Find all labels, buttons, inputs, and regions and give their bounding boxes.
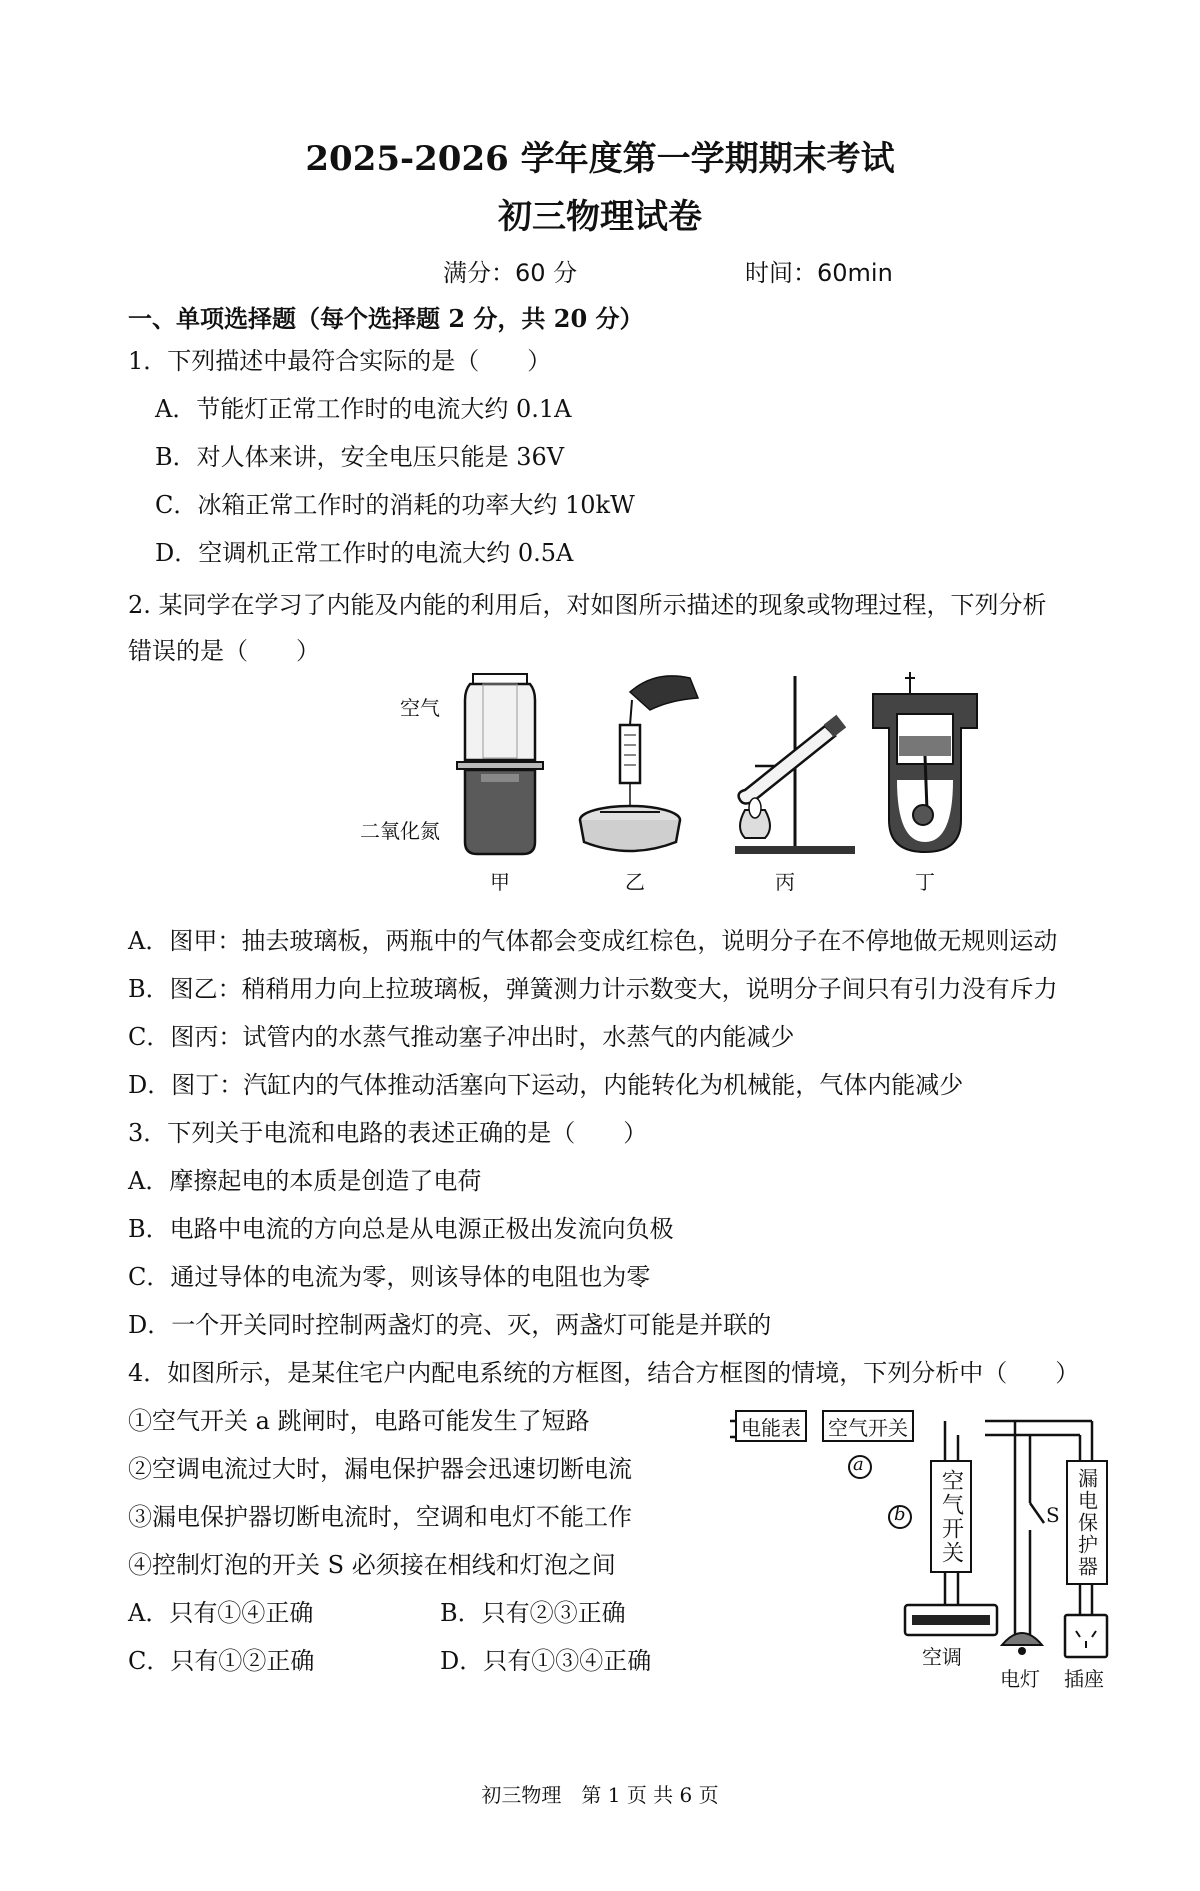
q2-option-a: A．图甲：抽去玻璃板，两瓶中的气体都会变成红棕色，说明分子在不停地做无规则运动: [128, 927, 1058, 955]
q4-option-d: D．只有①③④正确: [440, 1647, 652, 1675]
page-footer: 初三物理 第 1 页 共 6 页: [481, 1783, 719, 1807]
q1-option-c: C．冰箱正常工作时的消耗的功率大约 10kW: [155, 491, 635, 519]
caption-bing: 丙: [775, 870, 795, 894]
engine-cylinder-image: [865, 670, 985, 860]
caption-yi: 乙: [625, 870, 645, 894]
q1-option-b: B．对人体来讲，安全电压只能是 36V: [155, 443, 565, 471]
section-heading: 一、单项选择题（每个选择题 2 分，共 20 分）: [128, 304, 644, 333]
q4-stem: 4．如图所示，是某住宅户内配电系统的方框图，结合方框图的情境，下列分析中（ ）: [128, 1359, 1080, 1387]
q3-option-a: A．摩擦起电的本质是创造了电荷: [128, 1167, 482, 1195]
exam-time: 时间：60min: [745, 259, 893, 287]
test-tube-image: [715, 670, 865, 860]
q4-option-b: B．只有②③正确: [440, 1599, 626, 1627]
rcd-box: 漏电保护器: [1066, 1460, 1108, 1585]
q2-option-d: D．图丁：汽缸内的气体推动活塞向下运动，内能转化为机械能，气体内能减少: [128, 1071, 964, 1099]
label-a: a: [853, 1454, 864, 1475]
q2-option-b: B．图乙：稍稍用力向上拉玻璃板，弹簧测力计示数变大，说明分子间只有引力没有斥力: [128, 975, 1058, 1003]
q3-option-c: C．通过导体的电流为零，则该导体的电阻也为零: [128, 1263, 651, 1291]
q4-diagram: [730, 1405, 1140, 1705]
q4-option-c: C．只有①②正确: [128, 1647, 315, 1675]
lamp-label: 电灯: [1000, 1667, 1040, 1691]
caption-jia: 甲: [490, 870, 510, 894]
q3-option-b: B．电路中电流的方向总是从电源正极出发流向负极: [128, 1215, 674, 1243]
q3-option-d: D．一个开关同时控制两盏灯的亮、灭，两盏灯可能是并联的: [128, 1311, 772, 1339]
q2-option-c: C．图丙：试管内的水蒸气推动塞子冲出时，水蒸气的内能减少: [128, 1023, 795, 1051]
q1-stem: 1．下列描述中最符合实际的是（ ）: [128, 347, 552, 375]
switch-s-label: S: [1046, 1503, 1060, 1527]
socket-label: 插座: [1064, 1667, 1104, 1691]
q1-option-d: D．空调机正常工作时的电流大约 0.5A: [155, 539, 574, 567]
main-breaker-box: 空气开关: [822, 1410, 914, 1442]
q2-stem-line1: 2. 某同学在学习了内能及内能的利用后，对如图所示描述的现象或物理过程，下列分析: [128, 591, 1047, 619]
q4-statement-2: ②空调电流过大时，漏电保护器会迅速切断电流: [128, 1455, 632, 1483]
q4-statement-3: ③漏电保护器切断电流时，空调和电灯不能工作: [128, 1503, 632, 1531]
exam-title: 2025-2026 学年度第一学期期末考试: [305, 139, 895, 179]
gas-bottles-image: [455, 670, 545, 860]
q4-statement-1: ①空气开关 a 跳闸时，电路可能发生了短路: [128, 1407, 590, 1435]
electric-meter-box: 电能表: [735, 1410, 807, 1442]
label-air: 空气: [400, 696, 440, 720]
q2-figure: [360, 670, 1000, 900]
label-b: b: [894, 1504, 906, 1525]
q4-statement-4: ④控制灯泡的开关 S 必须接在相线和灯泡之间: [128, 1551, 616, 1579]
q4-option-a: A．只有①④正确: [128, 1599, 314, 1627]
q3-stem: 3．下列关于电流和电路的表述正确的是（ ）: [128, 1119, 648, 1147]
full-score: 满分：60 分: [443, 259, 578, 287]
ac-label: 空调: [922, 1645, 962, 1669]
q2-stem-line2: 错误的是（ ）: [128, 637, 320, 665]
branch-breaker-box: 空气开关: [930, 1460, 972, 1573]
exam-subtitle: 初三物理试卷: [498, 197, 702, 237]
q1-option-a: A．节能灯正常工作时的电流大约 0.1A: [155, 395, 572, 423]
glass-plate-image: [570, 670, 700, 860]
label-no2: 二氧化氮: [360, 819, 440, 843]
caption-ding: 丁: [915, 870, 935, 894]
